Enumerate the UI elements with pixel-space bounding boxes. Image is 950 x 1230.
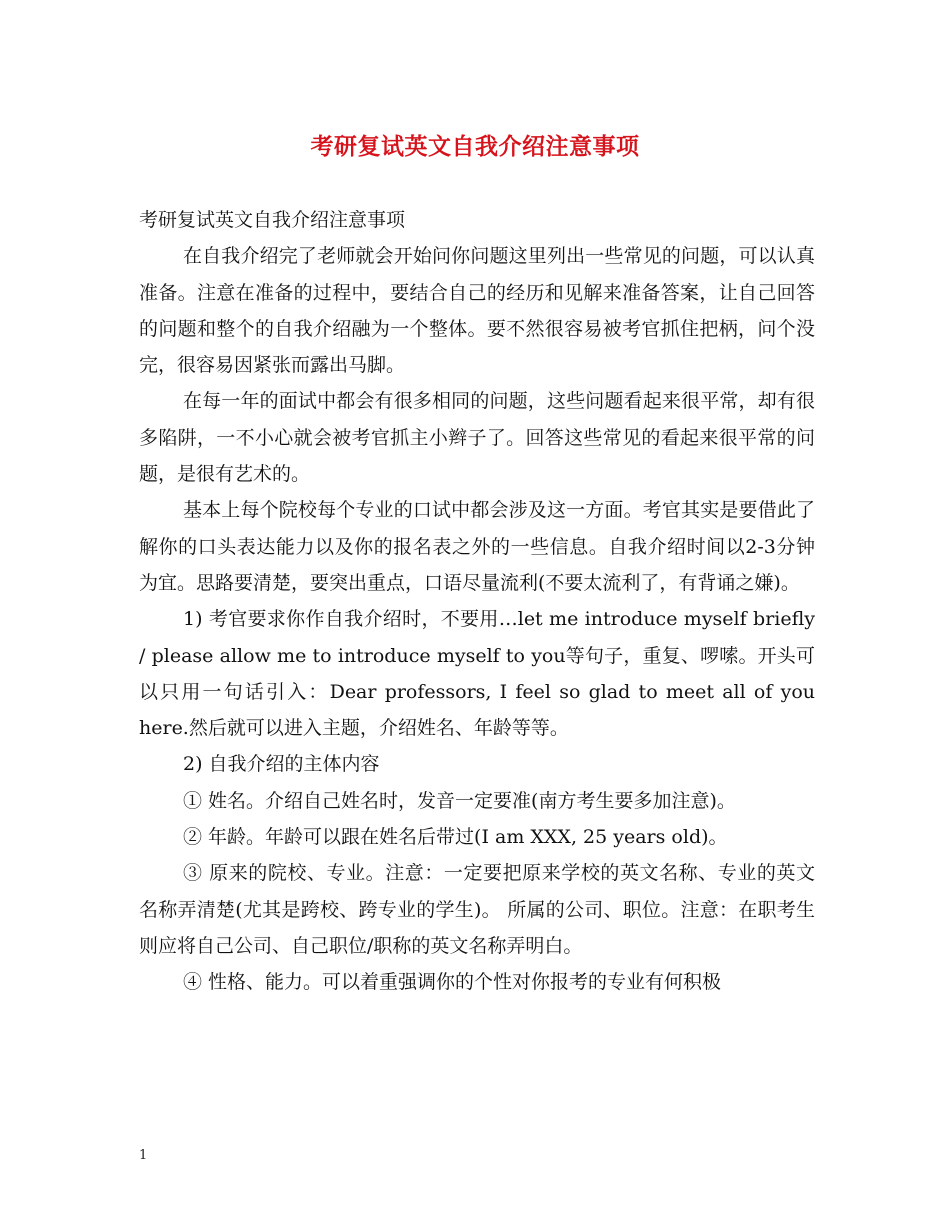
body-paragraph: 1) 考官要求你作自我介绍时，不要用…let me introduce myself briefly / please allow me to introduce myself to you等句子，重复、啰嗦。开头可以只用一句话引入：Dear professors, I feel so glad to meet all of you here.然后就可以进入主题，介绍姓名、年龄等等。 <box>139 608 815 740</box>
body-paragraph: ② 年龄。年龄可以跟在姓名后带过(I am XXX, 25 years old)。 <box>183 826 728 849</box>
subtitle-paragraph: 考研复试英文自我介绍注意事项 <box>139 209 406 231</box>
body-paragraph: 在每一年的面试中都会有很多相同的问题，这些问题看起来很平常，却有很多陷阱，一不小心就会被考官抓主小辫子了。回答这些常见的看起来很平常的问题，是很有艺术的。 <box>139 390 815 486</box>
body-paragraph: ① 姓名。介绍自己姓名时，发音一定要准(南方考生要多加注意)。 <box>183 789 736 812</box>
body-paragraph: 2) 自我介绍的主体内容 <box>183 753 380 776</box>
document-title: 考研复试英文自我介绍注意事项 <box>310 133 640 160</box>
page-number: 1 <box>139 1148 148 1163</box>
body-paragraph: 在自我介绍完了老师就会开始问你问题这里列出一些常见的问题，可以认真准备。注意在准备的过程中，要结合自己的经历和见解来准备答案，让自己回答的问题和整个的自我介绍融为一个整体。要不然很容易被考官抓住把柄，问个没完，很容易因紧张而露出马脚。 <box>139 245 815 377</box>
body-paragraph: 基本上每个院校每个专业的口试中都会涉及这一方面。考官其实是要借此了解你的口头表达能力以及你的报名表之外的一些信息。自我介绍时间以2-3分钟为宜。思路要清楚，要突出重点，口语尽量流利(不要太流利了，有背诵之嫌)。 <box>139 499 815 594</box>
body-paragraph: ④ 性格、能力。可以着重强调你的个性对你报考的专业有何积极 <box>183 971 722 994</box>
document-body <box>139 202 815 1001</box>
body-paragraph: ③ 原来的院校、专业。注意：一定要把原来学校的英文名称、专业的英文名称弄清楚(尤其是跨校、跨专业的学生)。 所属的公司、职位。注意：在职考生则应将自己公司、自己职位/职称的英文名称弄明白。 <box>139 862 815 957</box>
